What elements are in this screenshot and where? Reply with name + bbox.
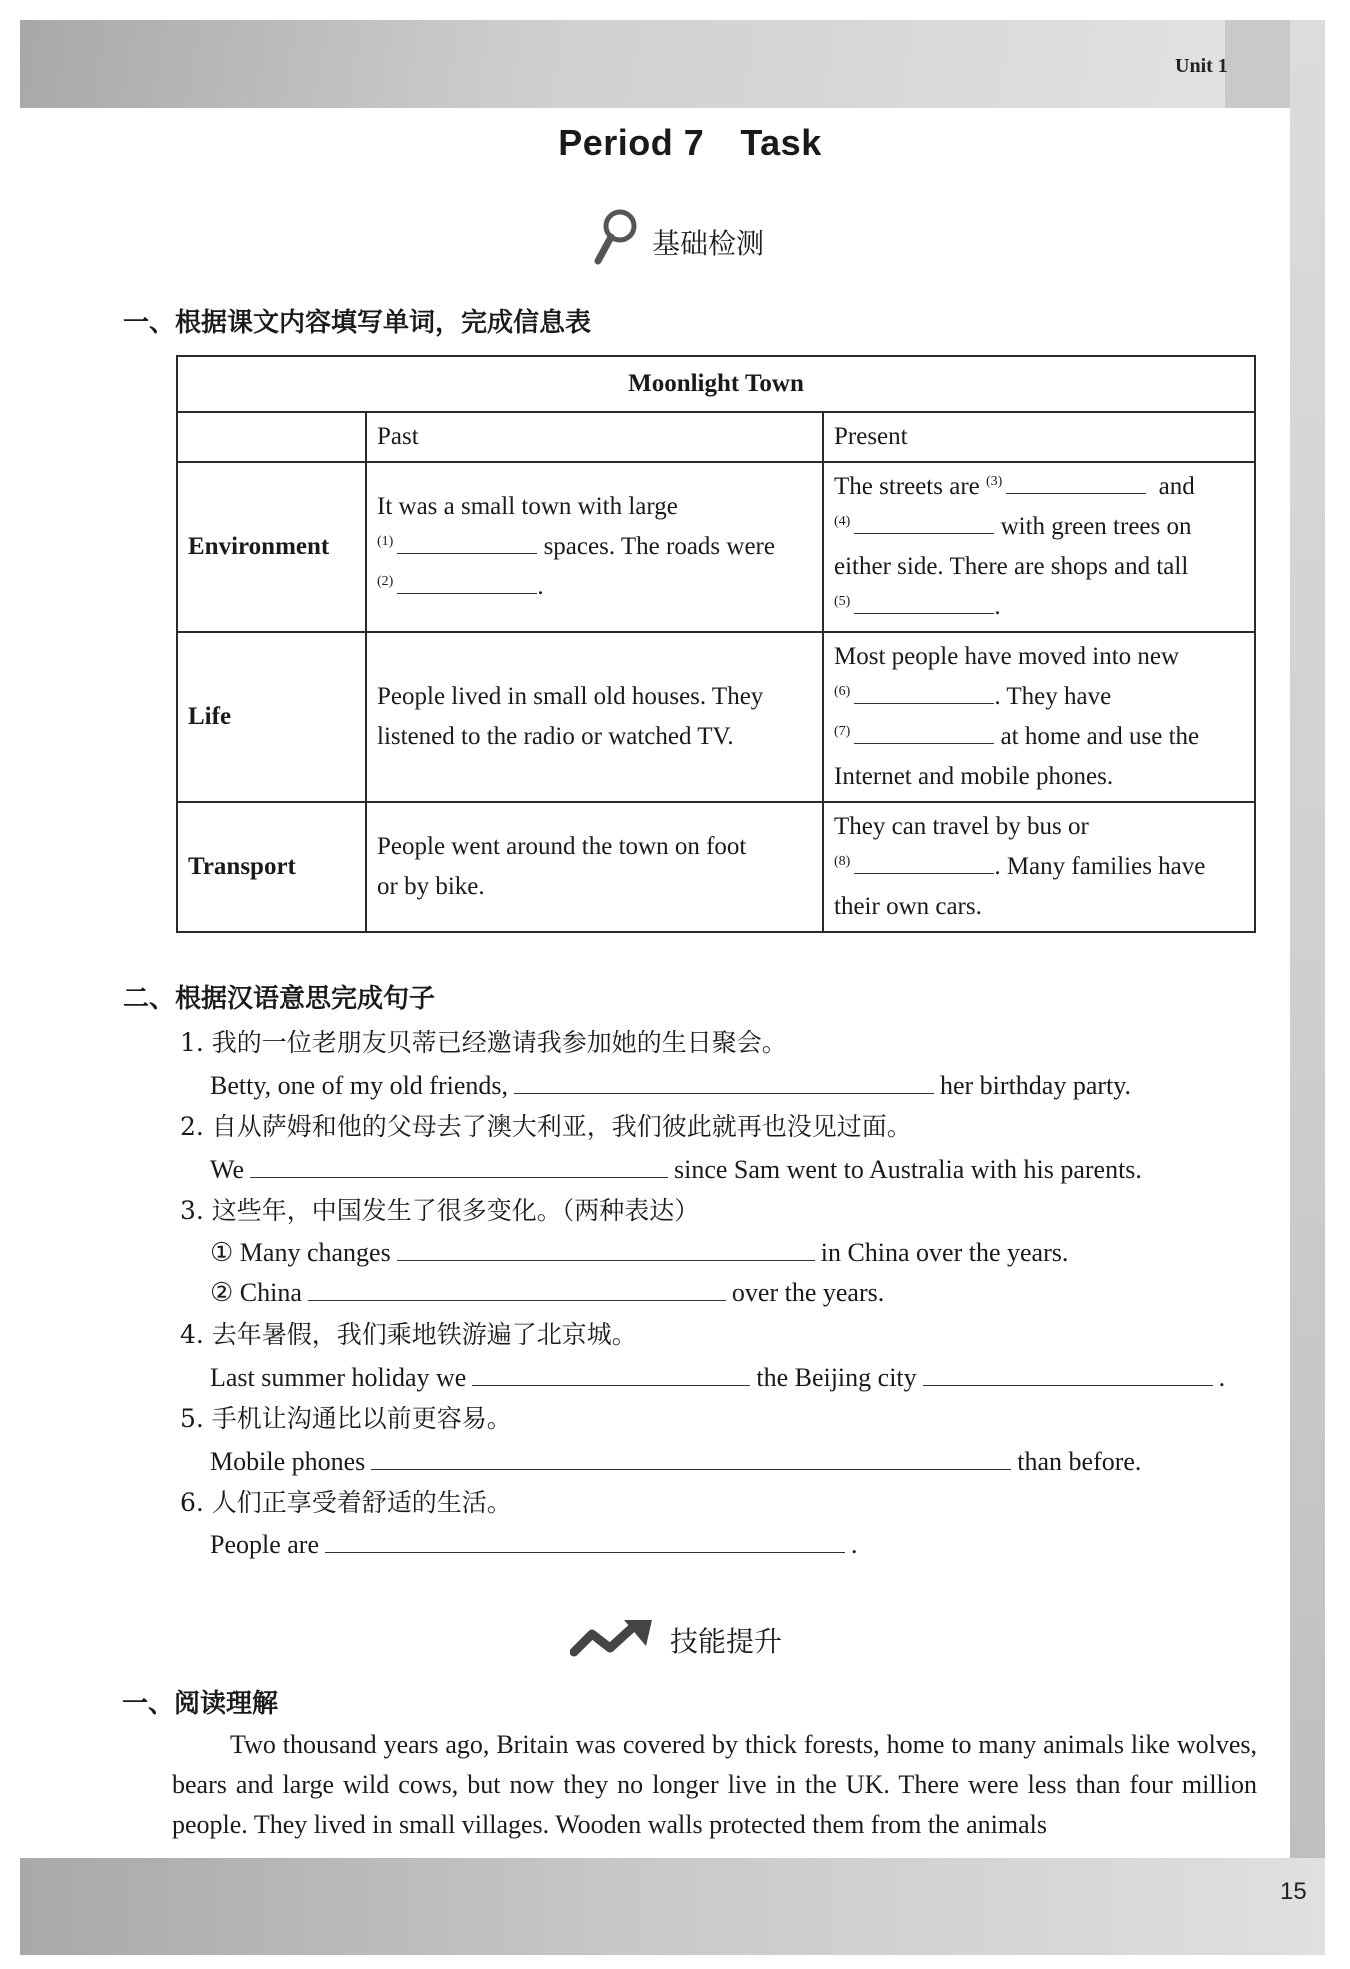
sentence-5-english: Mobile phones than before. (210, 1443, 1141, 1477)
reading-passage (172, 1725, 1257, 1845)
life-past (366, 632, 823, 802)
magnifier-icon (592, 206, 642, 266)
blank-num-2: (2) (377, 573, 394, 589)
answer-line-1[interactable] (514, 1067, 934, 1094)
sentence-1-chinese: 1. 我的一位老朋友贝蒂已经邀请我参加她的生日聚会。 (180, 1028, 787, 1057)
env-past-text-b: spaces. The roads were (543, 533, 775, 560)
title-period: Period 7 (558, 122, 705, 163)
part1-label: 一、根据课文内容填写单词，完成信息表 (123, 308, 592, 338)
env-present-text-c: with green trees on (1000, 513, 1192, 540)
blank-num-5: (5) (834, 593, 851, 609)
sentence-6-english: People are . (210, 1526, 858, 1560)
blank-3[interactable] (1006, 469, 1146, 494)
blank-num-7: (7) (834, 723, 851, 739)
answer-line-5[interactable] (371, 1443, 1011, 1470)
blank-6[interactable] (854, 679, 994, 704)
blank-2[interactable] (397, 569, 537, 594)
blank-num-6: (6) (834, 683, 851, 699)
env-present-text-e: . (994, 593, 1001, 620)
top-band (20, 20, 1325, 108)
answer-line-3a[interactable] (397, 1234, 815, 1261)
col-present: Present (823, 412, 1255, 462)
answer-line-4a[interactable] (472, 1359, 750, 1386)
sentence-2-english: We since Sam went to Australia with his parents. (210, 1151, 1142, 1185)
sentence-5-chinese: 5. 手机让沟通比以前更容易。 (180, 1404, 512, 1433)
title-task: Task (740, 122, 822, 163)
blank-num-4: (4) (834, 513, 851, 529)
life-present-text-b: . They have (994, 683, 1112, 710)
reading-label: 一、阅读理解 (122, 1689, 279, 1719)
row-environment: Environment (177, 462, 366, 632)
env-past-text-c: . (537, 573, 544, 600)
env-present-text-d: either side. There are shops and tall (834, 553, 1189, 580)
trend-arrow-icon (570, 1618, 656, 1660)
blank-num-8: (8) (834, 853, 851, 869)
transport-past-text-a: People went around the town on foot (377, 833, 747, 860)
right-band (1290, 20, 1325, 1955)
info-table (176, 355, 1256, 933)
answer-line-3b[interactable] (308, 1274, 726, 1301)
unit-label: Unit 1 (1175, 55, 1228, 77)
col-past: Past (366, 412, 823, 462)
sentence-6-chinese: 6. 人们正享受着舒适的生活。 (180, 1488, 512, 1517)
answer-line-2[interactable] (250, 1151, 668, 1178)
transport-present-text-c: their own cars. (834, 893, 982, 920)
sentence-2-chinese: 2. 自从萨姆和他的父母去了澳大利亚，我们彼此就再也没见过面。 (180, 1112, 912, 1141)
env-present-text-a: The streets are (834, 473, 980, 500)
blank-1[interactable] (397, 529, 537, 554)
life-present-text-c: at home and use the (1000, 723, 1200, 750)
transport-present (823, 802, 1255, 932)
section-basic-heading: 基础检测 (652, 227, 765, 260)
sentence-3-english-1: ① Many changes in China over the years. (210, 1234, 1068, 1268)
blank-4[interactable] (854, 509, 994, 534)
table-title: Moonlight Town (177, 356, 1255, 412)
life-present-text-d: Internet and mobile phones. (834, 763, 1114, 790)
page-title (0, 122, 1350, 164)
transport-past (366, 802, 823, 932)
env-present-text-b: and (1158, 473, 1195, 500)
env-present (823, 462, 1255, 632)
sentence-4-chinese: 4. 去年暑假，我们乘地铁游遍了北京城。 (180, 1320, 637, 1349)
sentence-4-english: Last summer holiday we the Beijing city . (210, 1359, 1225, 1393)
life-past-text-b: listened to the radio or watched TV. (377, 723, 734, 750)
page-number: 15 (1280, 1878, 1307, 1905)
transport-present-text-b: . Many families have (994, 853, 1206, 880)
blank-7[interactable] (854, 719, 994, 744)
life-present (823, 632, 1255, 802)
row-transport: Transport (177, 802, 366, 932)
answer-line-4b[interactable] (923, 1359, 1213, 1386)
sentence-3-english-2: ② China over the years. (210, 1274, 884, 1308)
answer-line-6[interactable] (325, 1526, 845, 1553)
transport-past-text-b: or by bike. (377, 873, 485, 900)
sentence-3-chinese: 3. 这些年，中国发生了很多变化。（两种表达） (180, 1196, 700, 1225)
env-past-text-a: It was a small town with large (377, 493, 678, 520)
bottom-band (20, 1858, 1325, 1955)
life-present-text-a: Most people have moved into new (834, 643, 1180, 670)
blank-8[interactable] (854, 849, 994, 874)
env-past (366, 462, 823, 632)
transport-present-text-a: They can travel by bus or (834, 813, 1089, 840)
table-corner (177, 412, 366, 462)
blank-num-1: (1) (377, 533, 394, 549)
sentence-1-english: Betty, one of my old friends, her birthday party. (210, 1067, 1131, 1101)
life-past-text-a: People lived in small old houses. They (377, 683, 764, 710)
reading-paragraph: Two thousand years ago, Britain was covered by thick forests, home to many animals like wolves, bears and large wild cows, but now they no longer live in the UK. There were less than four million people. They lived in small villages. Wooden walls protected them from the animals (172, 1730, 1257, 1839)
section-skills-heading: 技能提升 (670, 1625, 783, 1658)
blank-5[interactable] (854, 589, 994, 614)
blank-num-3: (3) (986, 473, 1003, 489)
part2-label: 二、根据汉语意思完成句子 (123, 984, 436, 1014)
row-life: Life (177, 632, 366, 802)
